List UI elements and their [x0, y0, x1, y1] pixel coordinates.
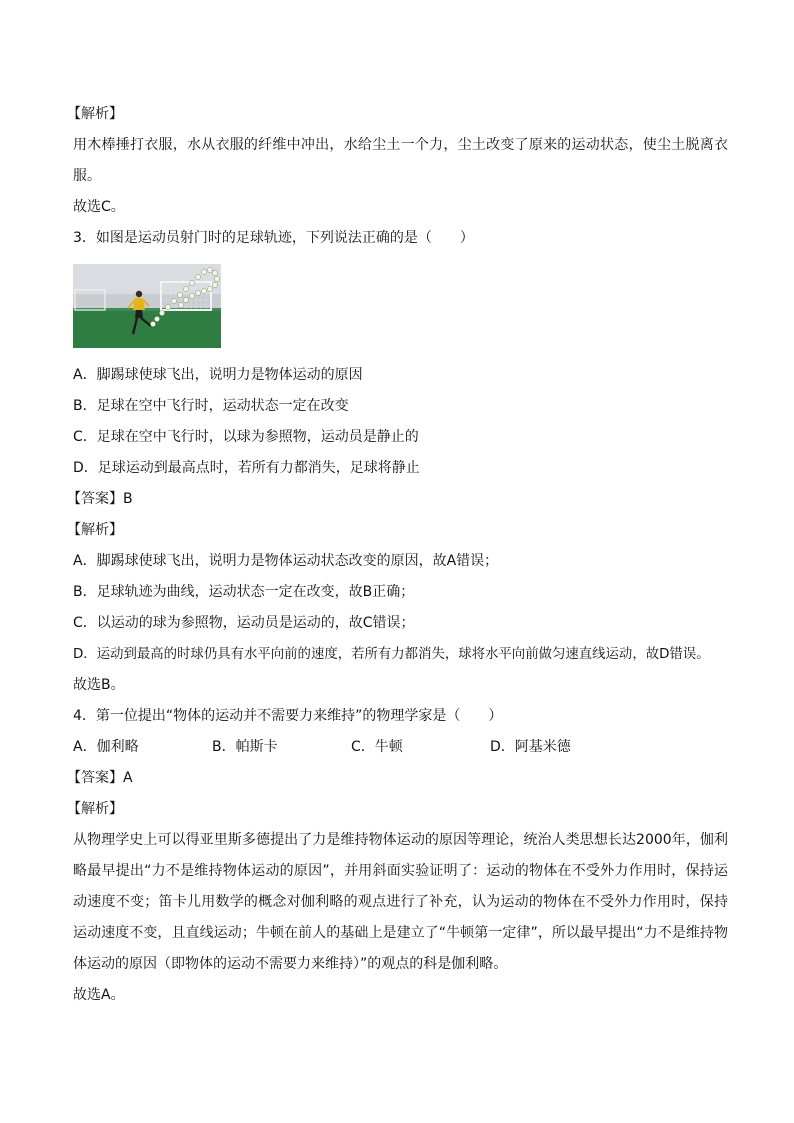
page-content — [67, 99, 728, 1011]
q4-analysis-tag: 【解析】 — [67, 801, 123, 817]
q4-stem: 4．第一位提出“物体的运动并不需要力来维持”的物理学家是（ ） — [73, 708, 503, 724]
q3-analysis-line-b: B．足球轨迹为曲线，运动状态一定在改变，故B正确； — [73, 584, 415, 600]
q3-option-a: A．脚踢球使球飞出，说明力是物体运动的原因 — [73, 367, 363, 383]
soccer-trajectory-photo — [73, 264, 221, 348]
q4-option-c: C．牛顿 — [351, 739, 403, 755]
q4-option-d: D．阿基米德 — [490, 739, 571, 755]
q4-options — [73, 732, 728, 763]
q3-option-c: C．足球在空中飞行时，以球为参照物，运动员是静止的 — [73, 429, 419, 445]
q3-analysis-tag: 【解析】 — [67, 522, 123, 538]
q4-answer: 【答案】A — [67, 770, 133, 786]
q3-option-b: B．足球在空中飞行时，运动状态一定在改变 — [73, 398, 349, 414]
q2-analysis-text: 用木棒捶打衣服，水从衣服的纤维中冲出，水给尘土一个力，尘土改变了原来的运动状态，使尘土脱离衣服。 — [73, 137, 728, 184]
q3-option-d: D．足球运动到最高点时，若所有力都消失，足球将静止 — [73, 460, 420, 476]
q3-analysis-line-c: C．以运动的球为参照物，运动员是运动的，故C错误； — [73, 615, 415, 631]
q4-option-b: B．帕斯卡 — [212, 739, 278, 755]
q3-conclusion: 故选B。 — [73, 677, 125, 693]
q2-conclusion: 故选C。 — [73, 199, 125, 215]
q3-analysis-line-d: D．运动到最高的时球仍具有水平向前的速度，若所有力都消失，球将水平向前做匀速直线运动，故D错误。 — [73, 647, 710, 662]
q3-stem: 3．如图是运动员射门时的足球轨迹，下列说法正确的是（ ） — [73, 230, 474, 246]
q2-analysis-tag: 【解析】 — [67, 106, 123, 122]
q4-conclusion: 故选A。 — [73, 987, 125, 1003]
q3-answer: 【答案】B — [67, 491, 133, 507]
q4-analysis-text: 从物理学史上可以得亚里斯多德提出了力是维持物体运动的原因等理论，统治人类思想长达2000年，伽利略最早提出“力不是维持物体运动的原因”，并用斜面实验证明了：运动的物体在不受外力作用时，保持运动速度不变；笛卡儿用数学的概念对伽利略的观点进行了补充，认为运动的物体在不受外力作用时，保持运动速度不变，且直线运动；牛顿在前人的基础上是建立了“牛顿第一定律”，所以最早提出“力不是维持物体运动的原因（即物体的运动不需要力来维持）”的观点的科是伽利略。 — [73, 832, 728, 972]
q4-option-a: A．伽利略 — [73, 739, 139, 755]
q3-analysis-line-a: A．脚踢球使球飞出，说明力是物体运动状态改变的原因，故A错误； — [73, 553, 499, 569]
